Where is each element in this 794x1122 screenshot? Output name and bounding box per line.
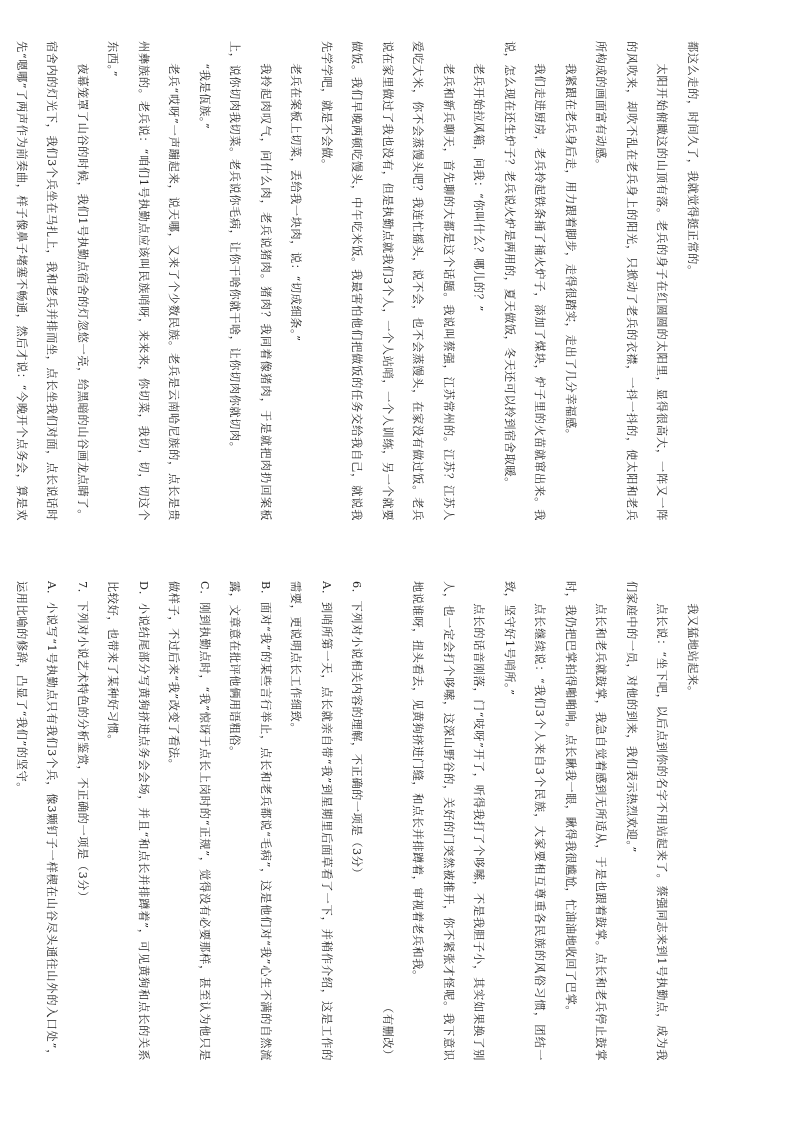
paragraph: 我们走进厨房，老兵拎起铁条捅了捅火炉子，添加了煤块，炉子里的火苗就窜出来。我说，怎么现在还生炉子？老兵说火炉是两用的，夏天做饭，冬天还可以拎到宿舍取暖。 — [503, 41, 547, 521]
right-column — [15, 581, 707, 1061]
option-6d: D．小说结尾部分写黄狗挤进点务会会场，并且“和点长并排蹲着”，可见黄狗和点长的关系比较好，也带来了某种好习惯。 — [106, 581, 150, 1061]
paragraph: 夜幕笼罩了山谷的时候，我们1号执勤点宿舍的灯忽悠一亮，给黑暗的山谷画龙点睛了。宿舍内的灯光下，我们3个兵坐在马扎上，我和老兵并排而坐，点长坐我们对面，点长说话时先“嗯哪”了两声作为前奏曲，样子像鼻子堵塞不畅通，然后才说：“今晚开个点务会，算是欢 — [15, 41, 89, 521]
paragraph: “我是佤族。” — [198, 63, 211, 130]
paragraph: 老兵“哎呀”一声蹦起来，说天哪，又来了个少数民族。老兵是云南哈尼族的，点长是贵州彝族的。老兵说：“咱们1号执勤点应该叫民族哨呀，来来来，你切菜，我切，切，切这个东西。” — [106, 41, 181, 521]
paragraph: 老兵在案板上切菜，丢给我一块肉，说：“切成细条。” — [289, 63, 303, 342]
paragraph: 点长和老兵就鼓掌，我急自觉着感到无所适从，于是也跟着鼓掌。点长和老兵停止鼓掌时，我仍把巴掌拍得啪啪响。点长瞅我一眼，瞅得我很尴尬，忙油油地收回了巴掌。 — [564, 581, 608, 1061]
paragraph: 老兵开始拉风箱，问我：“你叫什么？哪儿的？” — [472, 63, 486, 312]
source-note: （有删改） — [381, 1002, 394, 1061]
option-7b — [0, 581, 6, 1061]
paragraph: 我紧跟在老兵身后走，用力跟着脚步，走得很踏实，走出了几分幸福感。 — [564, 63, 577, 441]
paragraph: 我又猛地站起来。 — [686, 603, 699, 698]
question-6: 6．下列对小说相关内容的理解，不正确的一项是（3分） — [350, 581, 364, 880]
paragraph: 点长说：“坐下吧，以后点到你的名字不用站起来了。蔡强同志来到1号执勤点，成为我们家庭中的一员，对他的到来，我们表示热烈欢迎。” — [625, 581, 669, 1061]
option-6c: C．刚到执勤点时，“我”惊讶于点长上岗时的“正规”，觉得没有必要那样，甚至认为他只是做样子，不过后来“我”改变了看法。 — [167, 581, 211, 1061]
option-7a: A．小说写“1号执勤点只有我们3个兵，像3颗钉子一样楔在山谷尽头通往山外的入口处”，运用比喻的修辞，凸显了“我们”的坚守。 — [15, 581, 59, 1061]
question-7: 7．下列对小说艺术特色的分析鉴赏，不正确的一项是（3分） — [76, 581, 89, 903]
paragraph: 点长的话音刚落，门“吱呀”开了，听得我打了个哆嗦，不是我胆子小，其实如果换了别人，也一定会打个哆嗦，这深山野谷的，关好的门突然被推开，你不紧张才怪呢。我下意识地说谁呀，扭头看去，见黄狗挤进门缝，和点长并排蹲着，审视着老兵和我。 — [411, 581, 486, 1061]
paragraph: 太阳开始俯瞰这的山顶有落。老兵的身子在红圆圆的太阳里，显得很高大，一阵又一阵的风吹来，却吹不乱在老兵身上的阳光，只掀动了老兵的衣襟，一抖一抖的，使太阳和老兵所构成的画面富有动感。 — [594, 41, 669, 521]
paragraph: 我拎起肉叹气，问什么肉，老兵说猪肉。猪肉？我同着像猪肉，于是就把肉扔回案板上，说你切肉我切菜。老兵说你毛病，让你干啥你就干啥，让你切肉你就切肉。 — [228, 41, 272, 521]
paragraph: 都这么走的，时间久了，我就觉得挺正常的。 — [686, 41, 699, 277]
option-6b: B．面对“我”的某些言行举止，点长和老兵都说“毛病”，这是他们对“我”心生不满的自然流露，文章意在批评他俩用语粗俗。 — [228, 581, 272, 1061]
rotated-exam-sheet — [15, 41, 707, 1081]
left-column — [15, 41, 707, 521]
option-6a: A．到哨所第一天，点长就亲自带“我”到星期里后面草看了一下，并稍作介绍，这是工作的需要，更说明点长工作细致。 — [289, 581, 333, 1061]
paragraph: 点长继续说：“我们3个人来自3个民族，大家要相互尊重各民族的风俗习惯，团结一致，坚守好1号哨所。” — [503, 581, 547, 1061]
paragraph: 老兵和新兵聊天，首先聊的大都是这个话题。我说叫蔡强，江苏常州的。江苏？江苏人爱吃大米，你不会蒸馒头吧？我连忙摇头，说不会，也不会蒸馒头，在家没有做过饭。老兵说在家里做过了我也没有，但是执勤点就我们3个人，一个人站哨，一个人训练，另一个就要做饭。我们早晚两顿吃馒头，中午吃米饭。我最害怕他们把做饭的任务交给我自己，就说我先学学吧，就是不会做。 — [320, 41, 455, 521]
